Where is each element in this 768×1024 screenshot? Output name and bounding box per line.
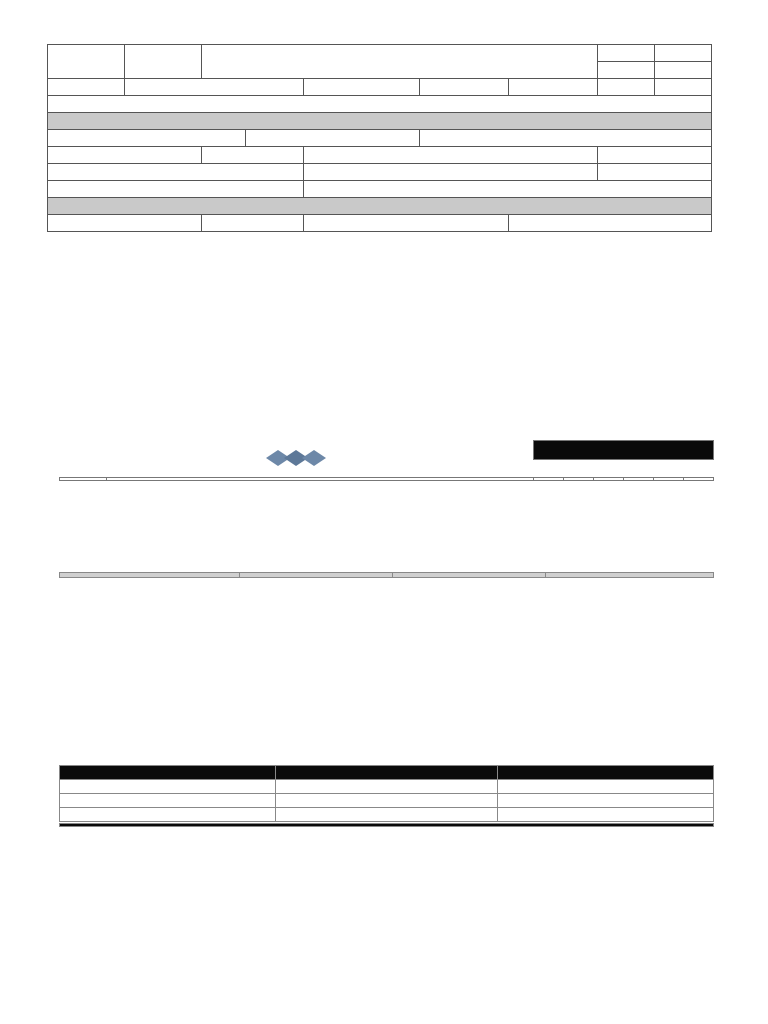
dia-value <box>509 79 598 96</box>
company-logo <box>60 441 534 478</box>
ast-analysis-table <box>59 572 714 578</box>
fecha-label <box>304 79 420 96</box>
form-version <box>655 45 712 62</box>
signature-supervisor[interactable] <box>275 780 497 794</box>
form-code <box>598 45 655 62</box>
de-label <box>598 147 712 164</box>
signature-ingeniero[interactable] <box>498 780 714 794</box>
hora-fin <box>202 147 304 164</box>
hora-inicio <box>48 147 202 164</box>
cert-note <box>304 181 712 198</box>
signature-lider[interactable] <box>60 780 276 794</box>
resolucion <box>125 45 202 79</box>
datos-trabajador-header <box>48 113 712 130</box>
permiso-header <box>60 824 714 827</box>
ats-header <box>48 198 712 215</box>
ast-form-header <box>59 440 714 481</box>
area-label <box>304 147 598 164</box>
form-date-code <box>598 62 655 79</box>
obra-value <box>107 477 534 480</box>
signature-block <box>59 765 714 822</box>
permisos-table <box>59 823 714 827</box>
form2-title <box>533 441 713 460</box>
logo-icon <box>256 447 336 469</box>
ats-alturas-form <box>47 44 712 232</box>
form-page <box>655 62 712 79</box>
